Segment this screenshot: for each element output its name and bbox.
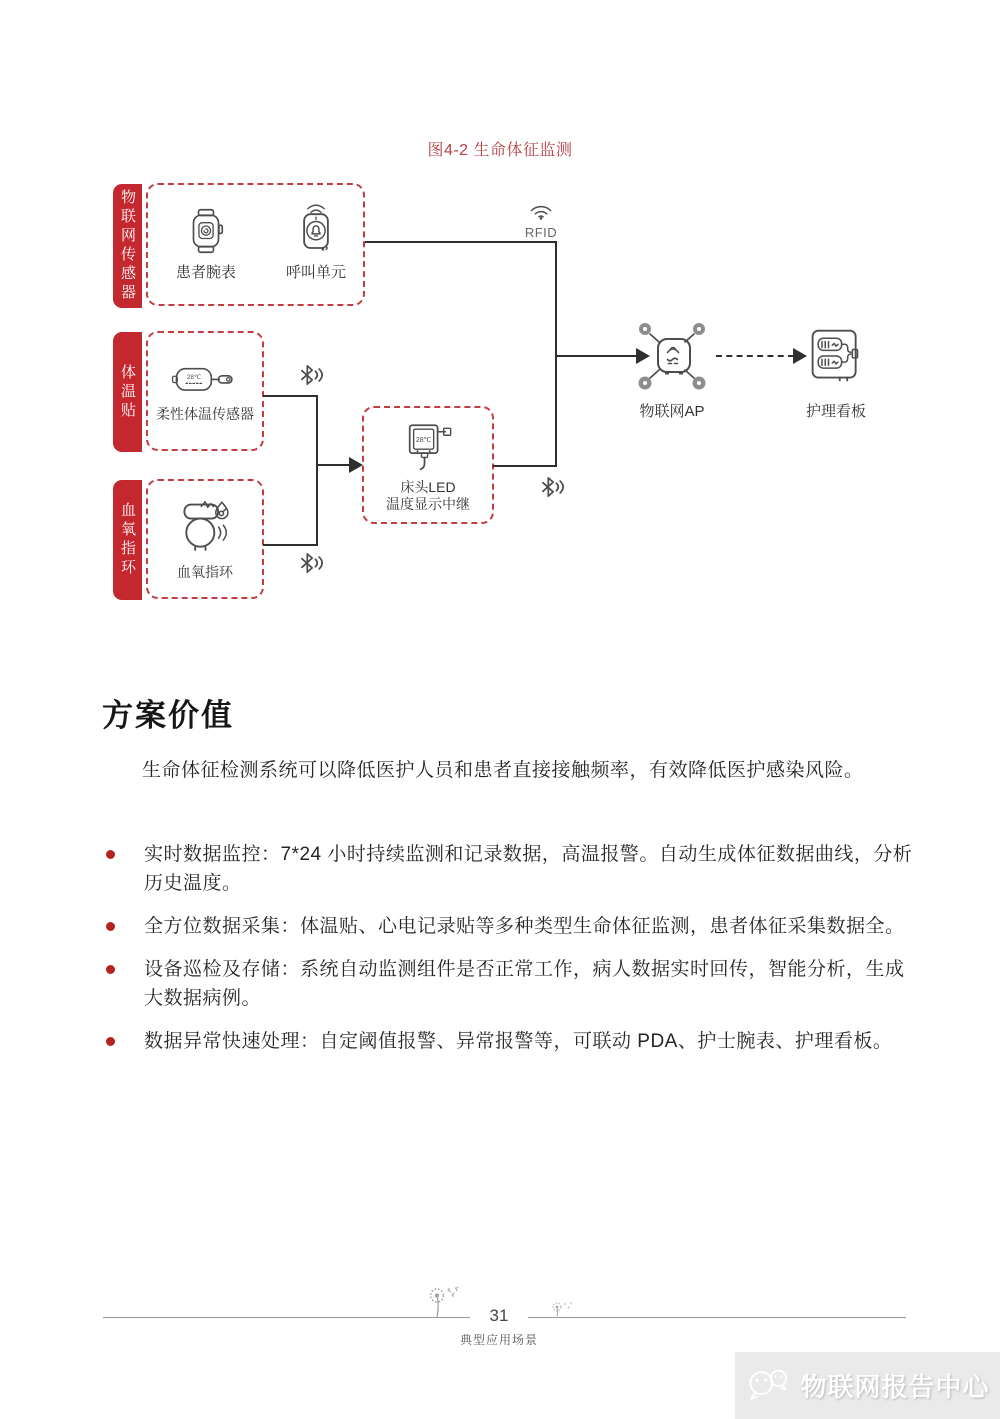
bluetooth-icon: [296, 551, 324, 580]
page-number: 31: [489, 1306, 509, 1325]
node-label: 患者腕表: [175, 264, 236, 281]
bullet-text: 实时数据监控：7*24 小时持续监测和记录数据，高温报警。自动生成体征数据曲线，分析历史温度。: [144, 844, 913, 894]
nursing-board-label: 护理看板: [805, 403, 866, 420]
watermark-badge: [735, 1352, 1000, 1419]
oximeter-ring-node: [151, 498, 259, 582]
led-relay-icon: [403, 420, 453, 474]
list-item: [103, 840, 915, 898]
nursing-board-icon: [806, 327, 866, 385]
wechat-icon: [745, 1365, 793, 1407]
node-label-line2: 温度显示中继: [386, 496, 470, 512]
temp-sensor-node: [151, 360, 259, 424]
dandelion-icon: [422, 1284, 464, 1325]
footer-caption: 典型应用场景: [459, 1333, 538, 1347]
list-item: [103, 955, 915, 1013]
bluetooth-icon: [537, 475, 565, 504]
group-tab-oximeter-ring: 血氧指环: [113, 480, 142, 600]
led-relay-node: [366, 420, 490, 513]
wifi-icon: [526, 199, 556, 220]
iot-ap-label: 物联网AP: [639, 403, 705, 420]
connector-line: [556, 355, 636, 357]
connector-line: [263, 395, 318, 397]
node-label: 血氧指环: [177, 564, 233, 580]
list-item: [103, 912, 915, 941]
call-unit-node: [277, 199, 355, 282]
relay-screen-text: 28℃: [415, 437, 432, 445]
footer-rule-left: [103, 1317, 470, 1318]
smartwatch-icon: [186, 207, 226, 255]
figure-caption: 图4-2 生命体征监测: [427, 142, 573, 159]
value-bullet-list: [103, 840, 915, 1070]
connector-line: [316, 464, 350, 466]
bullet-text: 全方位数据采集：体温贴、心电记录贴等多种类型生命体征监测，患者体征采集数据全。: [144, 916, 905, 937]
connector-line: [555, 241, 557, 467]
bullet-text: 数据异常快速处理：自定阈值报警、异常报警等，可联动 PDA、护士腕表、护理看板。: [144, 1031, 893, 1052]
node-label-line1: 床头LED: [400, 479, 456, 495]
node-label: 呼叫单元: [285, 264, 346, 281]
iot-ap-icon: [632, 317, 712, 397]
watermark-text: 物联网报告中心: [800, 1372, 990, 1402]
section-heading: 方案价值: [102, 698, 234, 733]
group-tab-iot-sensors: 物联网传感器: [113, 184, 142, 308]
nursing-board-node: [806, 327, 866, 390]
bluetooth-icon: [296, 363, 324, 392]
dashed-connector: [716, 355, 794, 357]
connector-line: [365, 241, 556, 243]
sensor-screen-text: 28℃: [186, 374, 201, 381]
connector-line: [493, 465, 556, 467]
group-tab-temp-patch: 体温贴: [113, 332, 142, 452]
rfid-link: [514, 199, 568, 240]
arrowhead: [349, 457, 363, 473]
iot-ap-node: [632, 317, 712, 402]
arrowhead: [793, 348, 807, 364]
node-label: 柔性体温传感器: [156, 406, 254, 422]
list-item: [103, 1027, 915, 1056]
intro-paragraph: 生命体征检测系统可以降低医护人员和患者直接接触频率，有效降低医护感染风险。: [141, 760, 864, 781]
patient-watch-node: [167, 207, 245, 282]
temp-sensor-icon: [165, 360, 245, 398]
oximeter-ring-icon: [174, 498, 236, 556]
call-unit-icon: [295, 199, 337, 255]
rfid-label: RFID: [524, 225, 558, 240]
footer-rule-right: [528, 1317, 906, 1318]
connector-line: [263, 544, 318, 546]
connector-line: [316, 395, 318, 546]
dandelion-icon: [550, 1300, 574, 1322]
bullet-text: 设备巡检及存储：系统自动监测组件是否正常工作，病人数据实时回传，智能分析，生成大数据病例。: [144, 959, 905, 1009]
